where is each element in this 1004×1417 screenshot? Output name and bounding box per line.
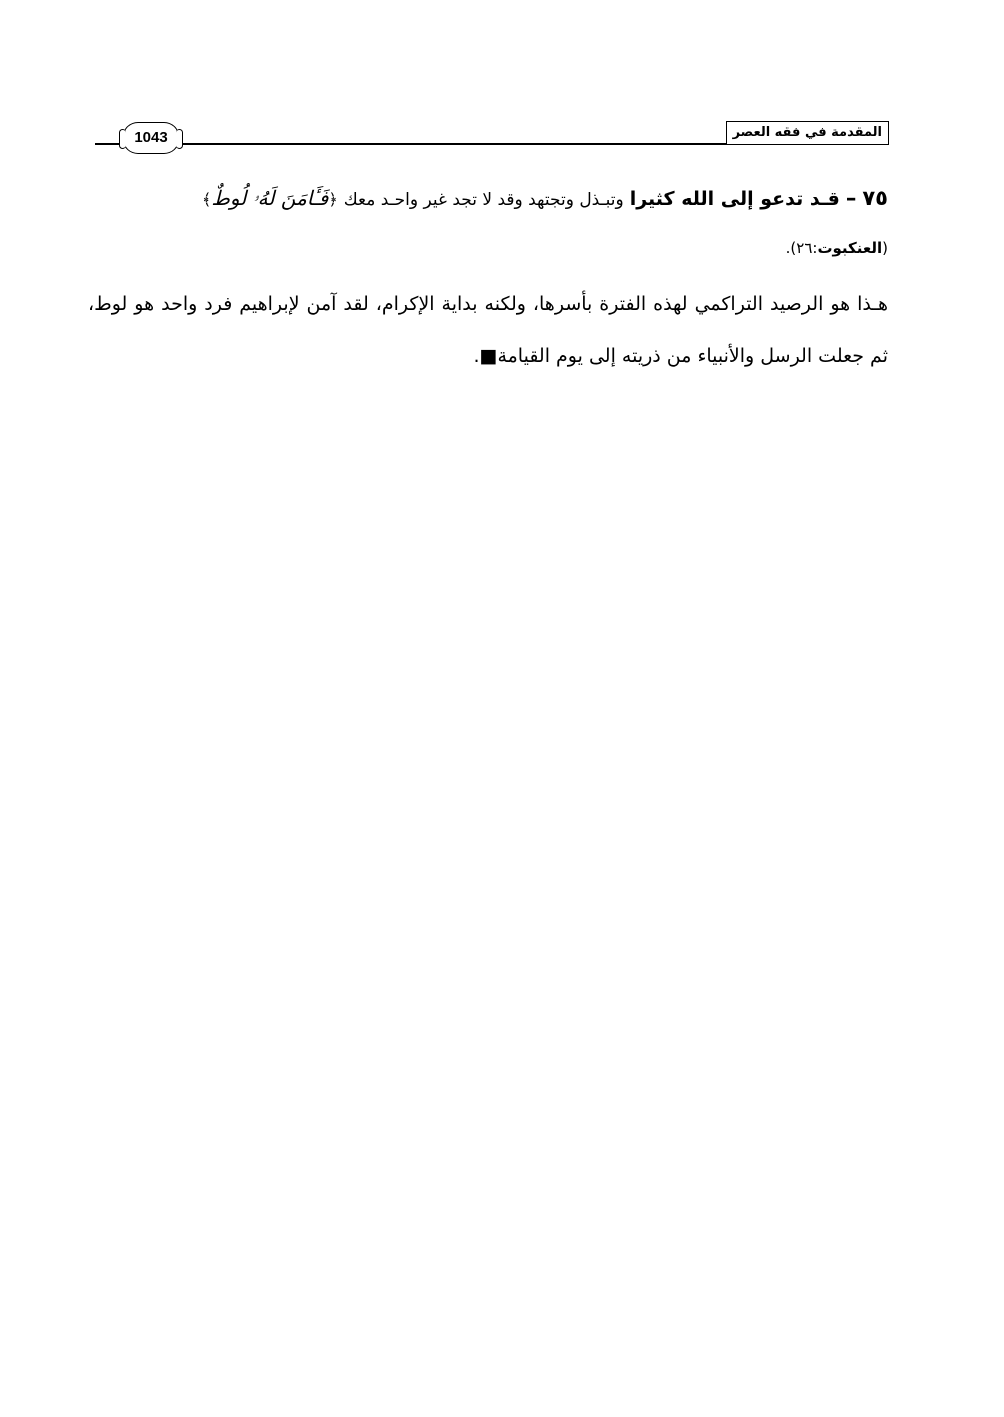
numbered-item bbox=[88, 176, 888, 222]
item-number: ٧٥ bbox=[862, 186, 888, 210]
citation-close: ). bbox=[785, 239, 797, 257]
citation-open: ( bbox=[882, 239, 888, 257]
end-mark-icon: ■ bbox=[479, 345, 498, 367]
page-number: 1043 bbox=[123, 122, 179, 154]
quran-verse: فَـَٔامَنَ لَهُۥ لُوطٌ bbox=[211, 186, 329, 210]
item-title: قـد تدعو إلى الله كثيرا bbox=[629, 188, 840, 210]
paragraph-text: هـذا هو الرصيد التراكمي لهذه الفترة بأسرها، ولكنه بداية الإكرام، لقد آمن لإبراهيم فرد واحد هو لوط، ثم جعلت الرسل والأنبياء من ذريته إلى يوم القيامة bbox=[88, 293, 888, 367]
quran-bracket-close: ﴾ bbox=[202, 190, 212, 209]
page-header bbox=[95, 118, 889, 154]
page-content bbox=[88, 176, 888, 382]
citation-reference: :٢٦ bbox=[796, 239, 818, 257]
verse-citation bbox=[88, 230, 888, 266]
final-period: . bbox=[473, 345, 480, 367]
citation-source: العنكبوت bbox=[817, 239, 883, 257]
book-title: المقدمة في فقه العصر bbox=[726, 121, 889, 144]
item-text: وتبـذل وتجتهد وقد لا تجد غير واحـد معك bbox=[343, 190, 624, 210]
quran-bracket-open: ﴿ bbox=[328, 190, 338, 209]
item-dash: – bbox=[845, 186, 857, 210]
body-paragraph bbox=[88, 278, 888, 382]
